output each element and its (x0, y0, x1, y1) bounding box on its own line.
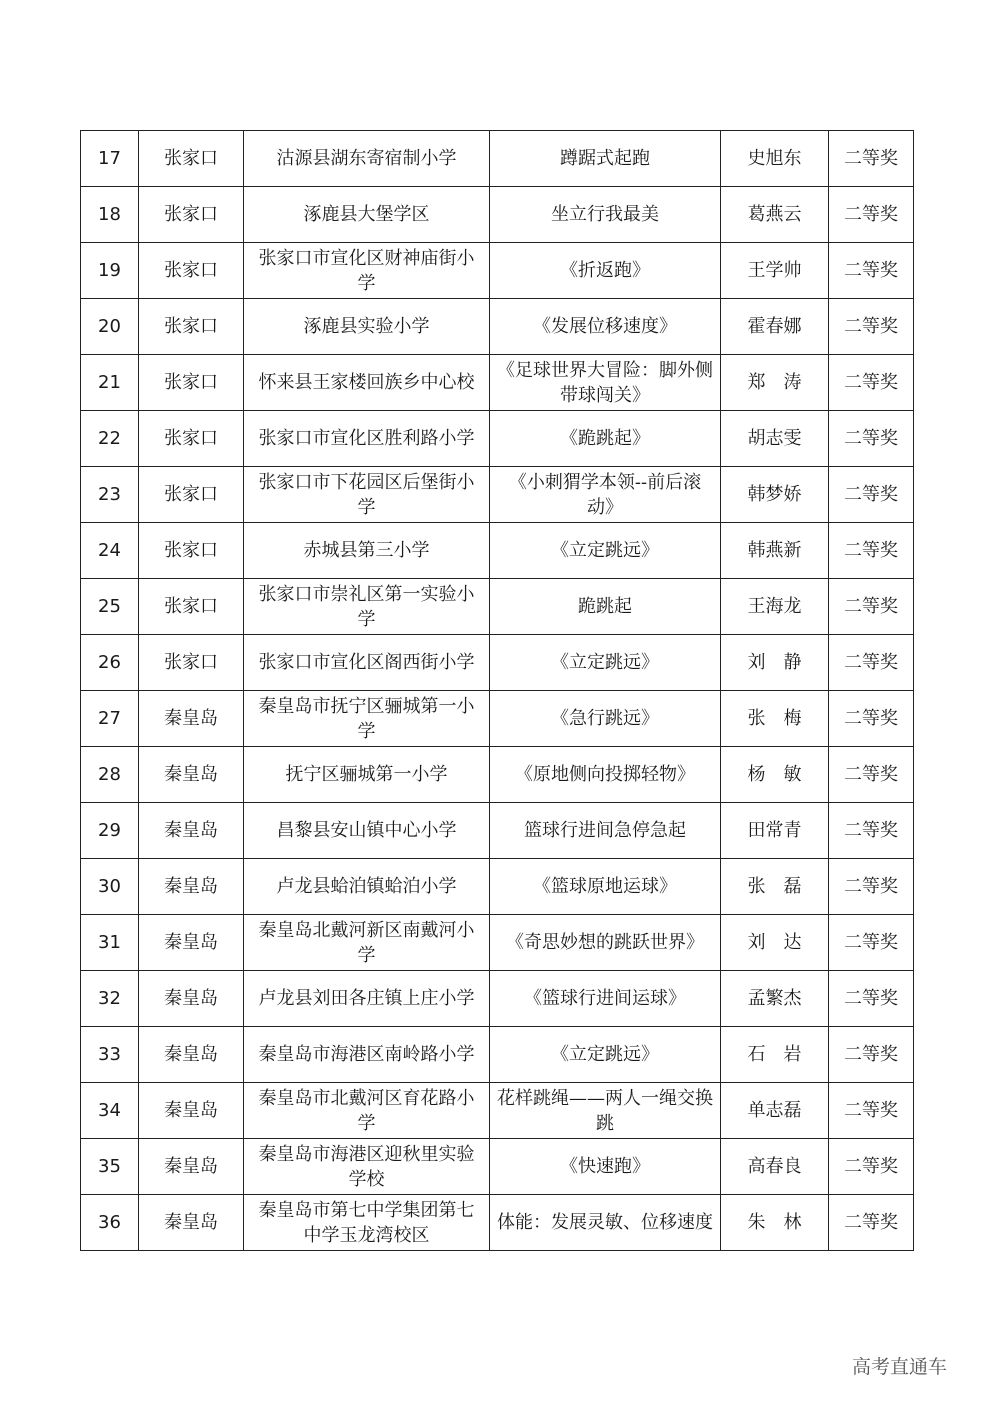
cell-city: 秦皇岛 (139, 1195, 244, 1251)
table-body (81, 131, 914, 1251)
cell-school: 涿鹿县实验小学 (244, 299, 490, 355)
cell-city: 秦皇岛 (139, 1139, 244, 1195)
cell-teacher: 孟繁杰 (721, 971, 829, 1027)
cell-school: 张家口市宣化区阁西街小学 (244, 635, 490, 691)
cell-school: 赤城县第三小学 (244, 523, 490, 579)
cell-teacher: 张 磊 (721, 859, 829, 915)
cell-award: 二等奖 (829, 299, 914, 355)
cell-lesson-title: 《折返跑》 (490, 243, 721, 299)
cell-lesson-title: 体能：发展灵敏、位移速度 (490, 1195, 721, 1251)
cell-city: 张家口 (139, 523, 244, 579)
cell-teacher: 刘 静 (721, 635, 829, 691)
cell-city: 张家口 (139, 579, 244, 635)
cell-teacher: 田常青 (721, 803, 829, 859)
cell-city: 秦皇岛 (139, 803, 244, 859)
cell-lesson-title: 《发展位移速度》 (490, 299, 721, 355)
cell-school: 怀来县王家楼回族乡中心校 (244, 355, 490, 411)
table-row (81, 467, 914, 523)
table-row (81, 1083, 914, 1139)
cell-city: 秦皇岛 (139, 859, 244, 915)
cell-number: 18 (81, 187, 139, 243)
cell-number: 24 (81, 523, 139, 579)
cell-award: 二等奖 (829, 635, 914, 691)
cell-number: 25 (81, 579, 139, 635)
table-row (81, 747, 914, 803)
cell-award: 二等奖 (829, 859, 914, 915)
cell-city: 秦皇岛 (139, 915, 244, 971)
cell-teacher: 霍春娜 (721, 299, 829, 355)
cell-number: 36 (81, 1195, 139, 1251)
cell-number: 29 (81, 803, 139, 859)
cell-lesson-title: 《足球世界大冒险：脚外侧带球闯关》 (490, 355, 721, 411)
cell-number: 21 (81, 355, 139, 411)
cell-city: 秦皇岛 (139, 1027, 244, 1083)
table-row (81, 803, 914, 859)
cell-lesson-title: 《立定跳远》 (490, 635, 721, 691)
table-row (81, 187, 914, 243)
cell-number: 20 (81, 299, 139, 355)
cell-lesson-title: 《急行跳远》 (490, 691, 721, 747)
cell-number: 23 (81, 467, 139, 523)
cell-award: 二等奖 (829, 187, 914, 243)
cell-lesson-title: 蹲踞式起跑 (490, 131, 721, 187)
table-row (81, 579, 914, 635)
cell-school: 抚宁区骊城第一小学 (244, 747, 490, 803)
cell-number: 35 (81, 1139, 139, 1195)
cell-award: 二等奖 (829, 243, 914, 299)
table-row (81, 635, 914, 691)
cell-school: 秦皇岛市海港区迎秋里实验学校 (244, 1139, 490, 1195)
cell-award: 二等奖 (829, 411, 914, 467)
cell-teacher: 王学帅 (721, 243, 829, 299)
cell-award: 二等奖 (829, 1195, 914, 1251)
cell-city: 秦皇岛 (139, 1083, 244, 1139)
cell-city: 张家口 (139, 187, 244, 243)
cell-city: 张家口 (139, 411, 244, 467)
table-row (81, 523, 914, 579)
cell-number: 17 (81, 131, 139, 187)
cell-lesson-title: 《快速跑》 (490, 1139, 721, 1195)
cell-number: 28 (81, 747, 139, 803)
cell-lesson-title: 篮球行进间急停急起 (490, 803, 721, 859)
cell-school: 沽源县湖东寄宿制小学 (244, 131, 490, 187)
cell-school: 张家口市崇礼区第一实验小学 (244, 579, 490, 635)
watermark-text: 高考直通车 (852, 1356, 948, 1378)
cell-school: 昌黎县安山镇中心小学 (244, 803, 490, 859)
cell-award: 二等奖 (829, 1027, 914, 1083)
cell-number: 27 (81, 691, 139, 747)
cell-lesson-title: 《篮球行进间运球》 (490, 971, 721, 1027)
cell-teacher: 王海龙 (721, 579, 829, 635)
table-row (81, 411, 914, 467)
cell-school: 秦皇岛北戴河新区南戴河小学 (244, 915, 490, 971)
table-row (81, 915, 914, 971)
table-row (81, 971, 914, 1027)
cell-teacher: 石 岩 (721, 1027, 829, 1083)
cell-lesson-title: 《原地侧向投掷轻物》 (490, 747, 721, 803)
cell-school: 秦皇岛市第七中学集团第七中学玉龙湾校区 (244, 1195, 490, 1251)
cell-award: 二等奖 (829, 971, 914, 1027)
cell-city: 张家口 (139, 243, 244, 299)
cell-teacher: 韩燕新 (721, 523, 829, 579)
table-row (81, 243, 914, 299)
cell-lesson-title: 坐立行我最美 (490, 187, 721, 243)
table-row (81, 691, 914, 747)
cell-teacher: 朱 林 (721, 1195, 829, 1251)
cell-number: 22 (81, 411, 139, 467)
table-row (81, 131, 914, 187)
cell-city: 张家口 (139, 355, 244, 411)
cell-lesson-title: 跪跳起 (490, 579, 721, 635)
cell-lesson-title: 《篮球原地运球》 (490, 859, 721, 915)
award-table (80, 130, 914, 1251)
cell-award: 二等奖 (829, 915, 914, 971)
cell-lesson-title: 《立定跳远》 (490, 1027, 721, 1083)
cell-city: 秦皇岛 (139, 971, 244, 1027)
table-row (81, 1027, 914, 1083)
cell-award: 二等奖 (829, 803, 914, 859)
cell-school: 秦皇岛市北戴河区育花路小学 (244, 1083, 490, 1139)
table-row (81, 1195, 914, 1251)
cell-teacher: 韩梦娇 (721, 467, 829, 523)
cell-school: 张家口市宣化区财神庙街小学 (244, 243, 490, 299)
cell-teacher: 胡志雯 (721, 411, 829, 467)
cell-lesson-title: 《跪跳起》 (490, 411, 721, 467)
cell-award: 二等奖 (829, 747, 914, 803)
cell-lesson-title: 花样跳绳——两人一绳交换跳 (490, 1083, 721, 1139)
cell-city: 秦皇岛 (139, 691, 244, 747)
cell-number: 19 (81, 243, 139, 299)
cell-school: 卢龙县蛤泊镇蛤泊小学 (244, 859, 490, 915)
cell-number: 26 (81, 635, 139, 691)
cell-teacher: 葛燕云 (721, 187, 829, 243)
cell-city: 张家口 (139, 299, 244, 355)
cell-number: 31 (81, 915, 139, 971)
cell-city: 张家口 (139, 467, 244, 523)
cell-teacher: 单志磊 (721, 1083, 829, 1139)
cell-school: 张家口市宣化区胜利路小学 (244, 411, 490, 467)
cell-school: 张家口市下花园区后堡街小学 (244, 467, 490, 523)
cell-teacher: 刘 达 (721, 915, 829, 971)
cell-number: 33 (81, 1027, 139, 1083)
cell-lesson-title: 《奇思妙想的跳跃世界》 (490, 915, 721, 971)
cell-award: 二等奖 (829, 467, 914, 523)
cell-teacher: 高春良 (721, 1139, 829, 1195)
table-row (81, 355, 914, 411)
cell-award: 二等奖 (829, 523, 914, 579)
cell-city: 秦皇岛 (139, 747, 244, 803)
cell-award: 二等奖 (829, 1139, 914, 1195)
cell-school: 涿鹿县大堡学区 (244, 187, 490, 243)
cell-lesson-title: 《立定跳远》 (490, 523, 721, 579)
cell-number: 32 (81, 971, 139, 1027)
cell-city: 张家口 (139, 131, 244, 187)
cell-award: 二等奖 (829, 691, 914, 747)
cell-award: 二等奖 (829, 579, 914, 635)
cell-lesson-title: 《小刺猬学本领--前后滚动》 (490, 467, 721, 523)
cell-award: 二等奖 (829, 355, 914, 411)
cell-number: 30 (81, 859, 139, 915)
cell-teacher: 史旭东 (721, 131, 829, 187)
cell-award: 二等奖 (829, 1083, 914, 1139)
table-row (81, 859, 914, 915)
cell-school: 秦皇岛市海港区南岭路小学 (244, 1027, 490, 1083)
cell-teacher: 张 梅 (721, 691, 829, 747)
cell-city: 张家口 (139, 635, 244, 691)
table-row (81, 299, 914, 355)
cell-school: 卢龙县刘田各庄镇上庄小学 (244, 971, 490, 1027)
table-row (81, 1139, 914, 1195)
cell-number: 34 (81, 1083, 139, 1139)
cell-teacher: 郑 涛 (721, 355, 829, 411)
cell-teacher: 杨 敏 (721, 747, 829, 803)
cell-award: 二等奖 (829, 131, 914, 187)
cell-school: 秦皇岛市抚宁区骊城第一小学 (244, 691, 490, 747)
